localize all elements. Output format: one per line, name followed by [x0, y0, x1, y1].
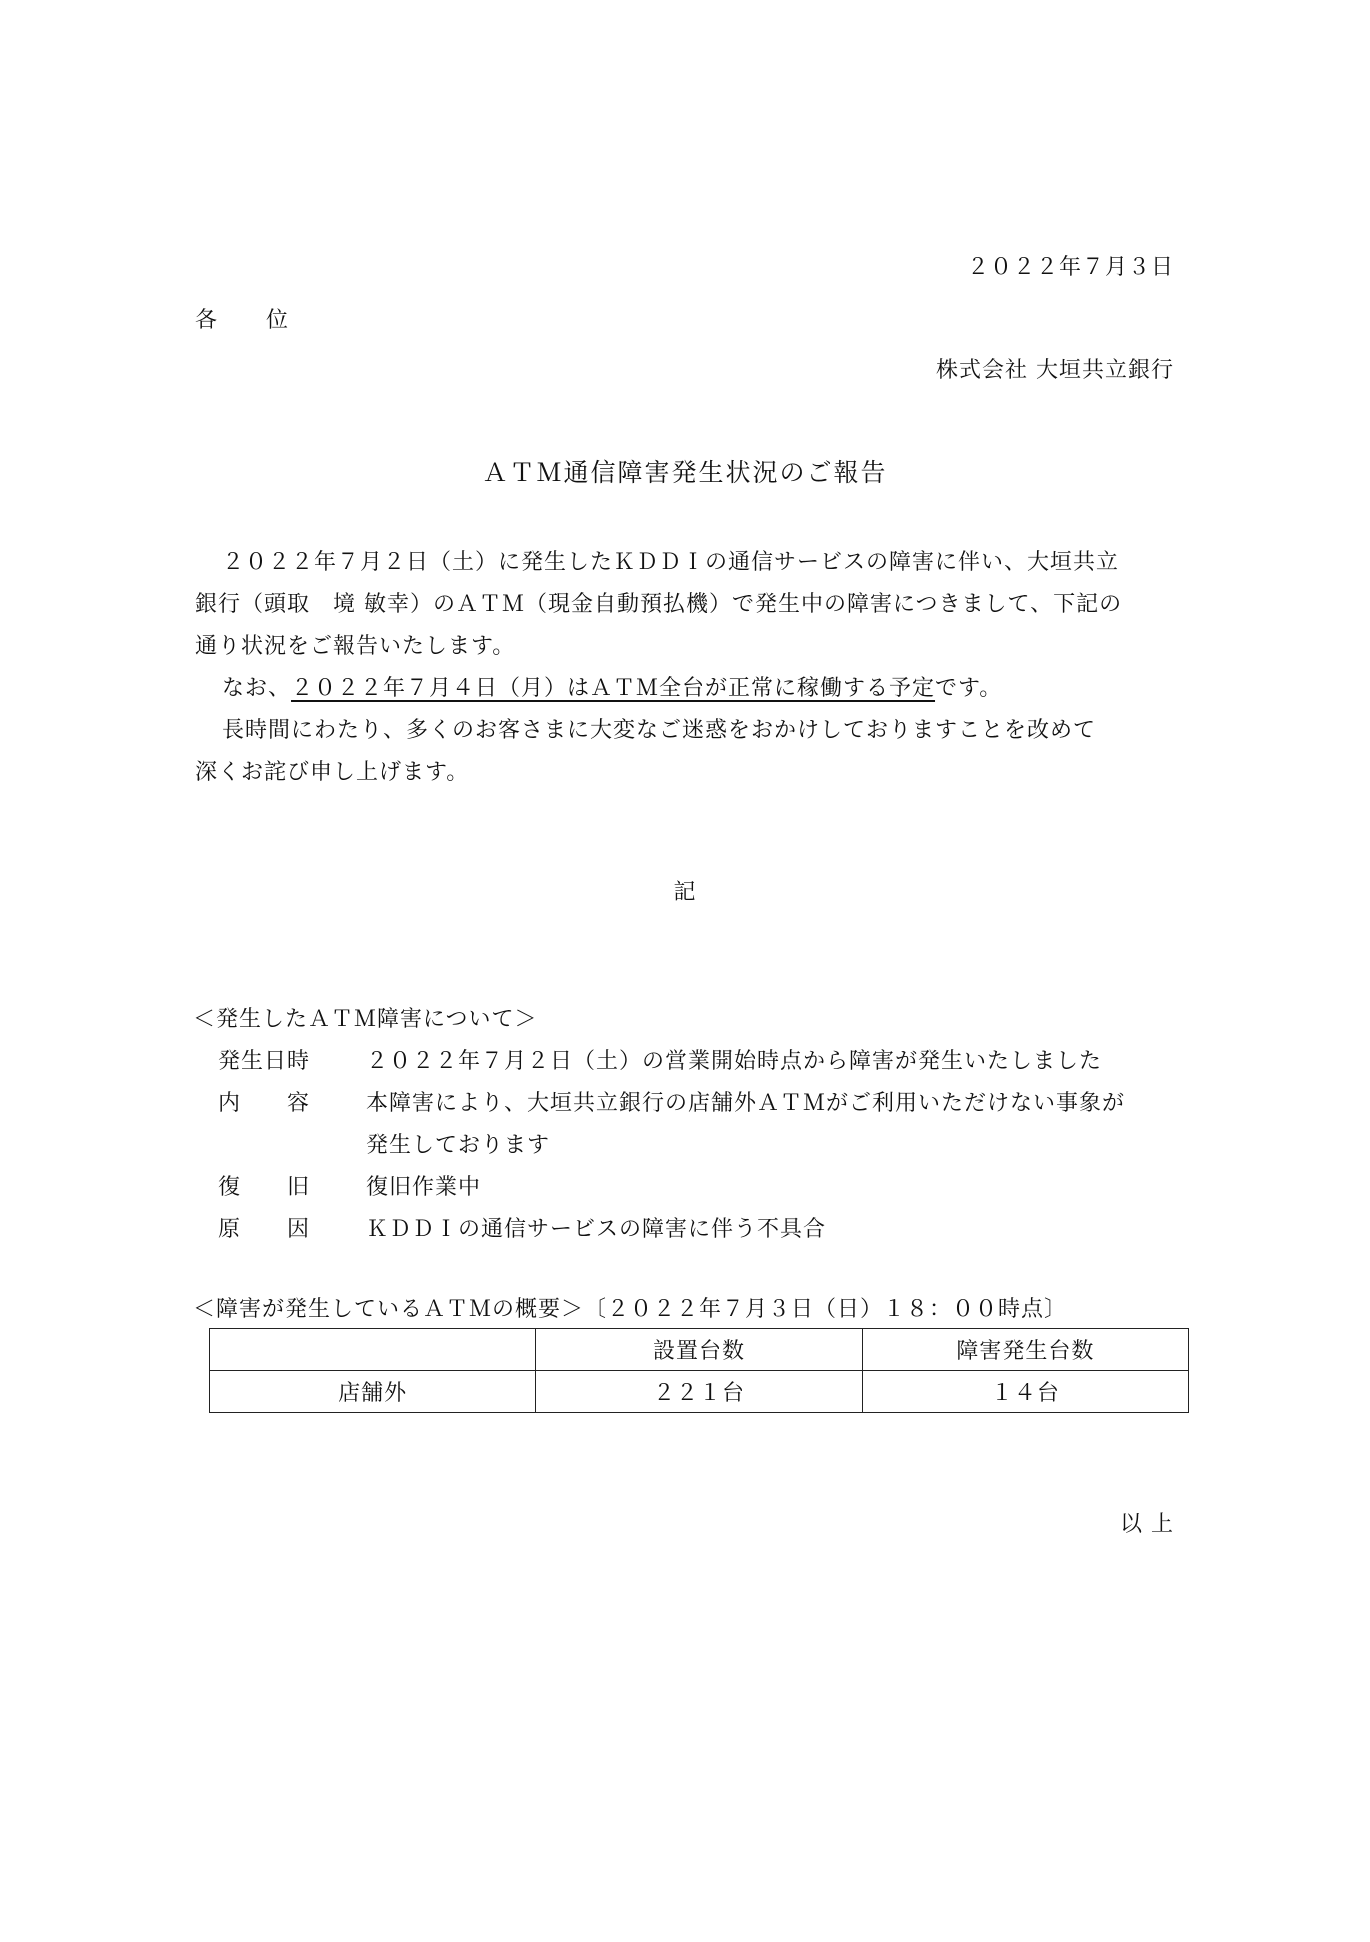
detail-value: ＫＤＤＩの通信サービスの障害に伴う不具合 — [366, 1217, 827, 1242]
detail-label: 内 容 — [218, 1091, 311, 1116]
body-line: 深くお詫び申し上げます。 — [195, 760, 470, 785]
detail-value: 復旧作業中 — [366, 1175, 482, 1200]
detail-value: ２０２２年７月２日（土）の営業開始時点から障害が発生いたしました — [366, 1049, 1103, 1074]
addressee-char-2: 位 — [266, 308, 290, 333]
body-line: 通り状況をご報告いたします。 — [195, 634, 516, 659]
addressee — [195, 303, 289, 334]
detail-label: 原 因 — [218, 1217, 311, 1242]
table-row — [210, 1371, 1189, 1413]
table-header-row — [210, 1329, 1189, 1371]
table-cell: ２２１台 — [536, 1371, 862, 1413]
notice-prefix: なお、 — [222, 676, 292, 701]
detail-label: 復 旧 — [218, 1175, 311, 1200]
document-date: ２０２２年７月３日 — [966, 255, 1174, 280]
sender: 株式会社 大垣共立銀行 — [936, 358, 1174, 383]
table-cell: 店舗外 — [210, 1371, 536, 1413]
atm-summary-table — [209, 1328, 1189, 1413]
section-heading-summary: ＜障害が発生しているＡＴＭの概要＞〔２０２２年７月３日（日）１８：００時点〕 — [193, 1297, 1068, 1322]
detail-value: 本障害により、大垣共立銀行の店舗外ＡＴＭがご利用いただけない事象が — [366, 1091, 1126, 1116]
document-title: ＡＴＭ通信障害発生状況のご報告 — [482, 458, 888, 487]
ki-marker: 記 — [673, 880, 697, 905]
body-line: 長時間にわたり、多くのお客さまに大変なご迷惑をおかけしておりますことを改めて — [222, 718, 1097, 743]
body-notice — [222, 671, 1002, 702]
table-header-cell — [210, 1329, 536, 1371]
detail-value: 発生しております — [366, 1133, 551, 1158]
section-heading-incident: ＜発生したＡＴＭ障害について＞ — [193, 1007, 538, 1032]
body-line: ２０２２年７月２日（土）に発生したＫＤＤＩの通信サービスの障害に伴い、大垣共立 — [222, 550, 1120, 575]
addressee-char-1: 各 — [195, 308, 219, 333]
notice-underlined: ２０２２年７月４日（月）はＡＴＭ全台が正常に稼働する予定 — [291, 676, 936, 701]
detail-label: 発生日時 — [218, 1049, 311, 1074]
table-header-cell: 設置台数 — [536, 1329, 862, 1371]
table-cell: １４台 — [862, 1371, 1188, 1413]
body-line: 銀行（頭取 境 敏幸）のＡＴＭ（現金自動預払機）で発生中の障害につきまして、下記の — [195, 592, 1123, 617]
closing-mark: 以 上 — [1120, 1512, 1174, 1537]
table-header-cell: 障害発生台数 — [862, 1329, 1188, 1371]
notice-suffix: です。 — [935, 676, 1003, 701]
